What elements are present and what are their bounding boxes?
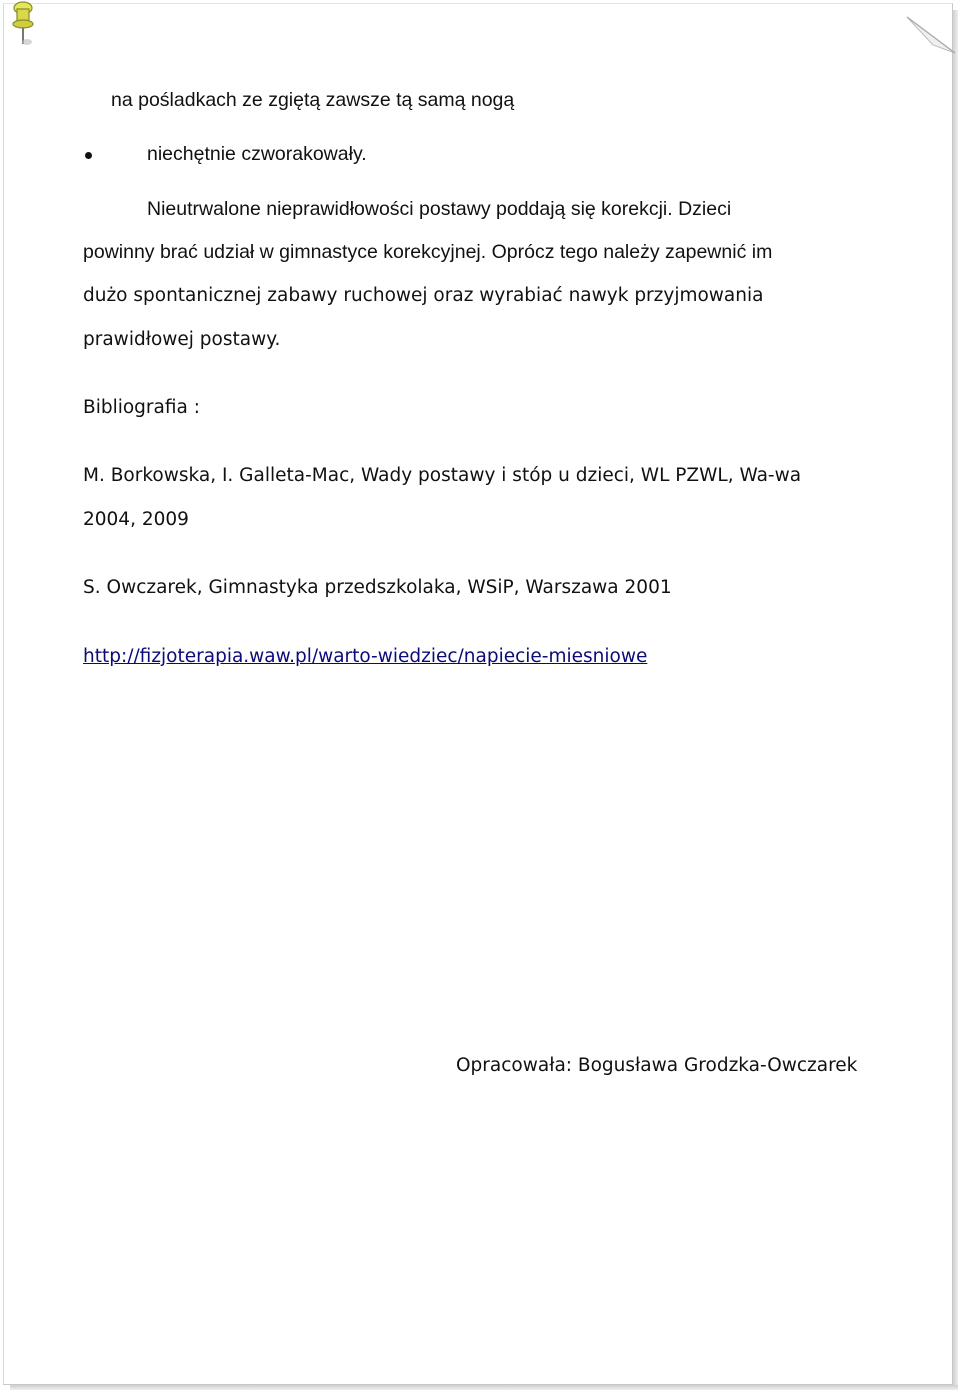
paragraph-line: dużo spontanicznej zabawy ruchowej oraz wyrabiać nawyk przyjmowania [83,285,764,306]
bibliography-entry: M. Borkowska, I. Galleta-Mac, Wady postawy i stóp u dzieci, WL PZWL, Wa-wa [83,465,802,486]
page-shadow-right [953,10,958,1388]
bibliography-heading: Bibliografia : [83,397,200,418]
paragraph-line: powinny brać udział w gimnastyce korekcyjnej. Oprócz tego należy zapewnić im [83,241,773,263]
pushpin-icon [4,0,40,50]
page-shadow-bottom [10,1385,958,1390]
bibliography-link[interactable]: http://fizjoterapia.waw.pl/warto-wiedziec/napiecie-miesniowe [83,646,648,667]
bullet-item: niechętnie czworakowały. [147,143,367,165]
text-line: na pośladkach ze zgiętą zawsze tą samą nogą [111,89,515,111]
paragraph-line: Nieutrwalone nieprawidłowości postawy poddają się korekcji. Dzieci [147,198,732,220]
author-signature: Opracowała: Bogusława Grodzka-Owczarek [456,1055,858,1076]
bibliography-link-line [83,645,647,669]
bibliography-entry-continued: 2004, 2009 [83,509,189,530]
bullet-dot [85,152,92,159]
paragraph-line: prawidłowej postawy. [83,329,281,350]
page-fold-icon [905,15,960,55]
bibliography-entry: S. Owczarek, Gimnastyka przedszkolaka, WSiP, Warszawa 2001 [83,577,672,598]
